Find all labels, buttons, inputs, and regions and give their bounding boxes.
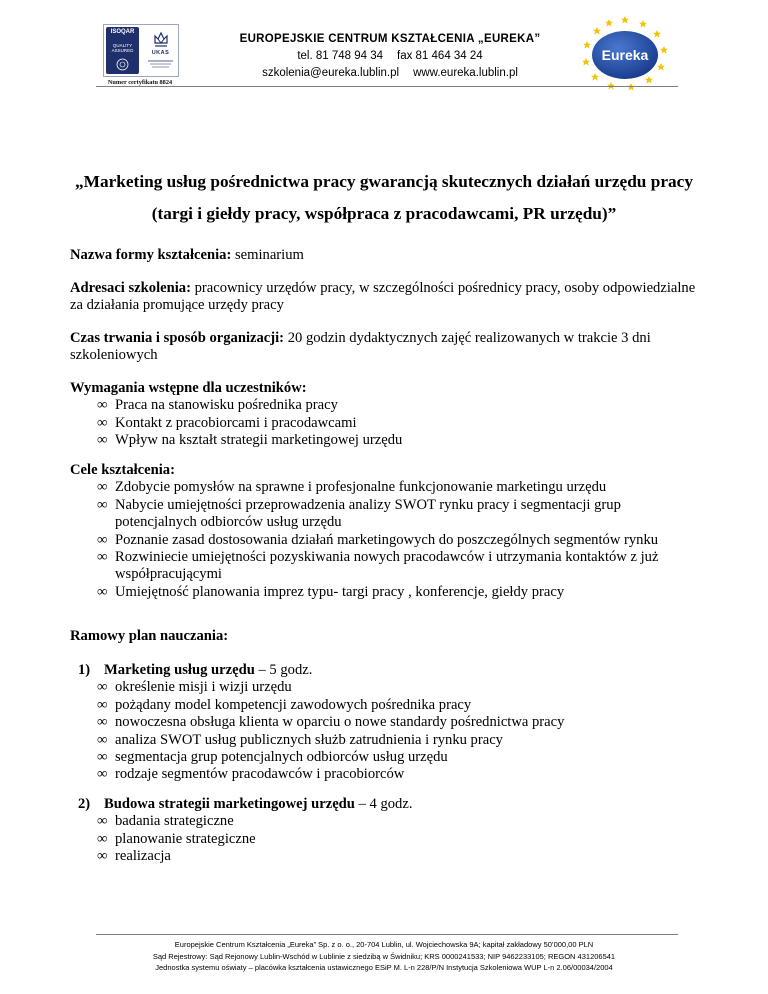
organization-name: EUROPEJSKIE CENTRUM KSZTAŁCENIA „EUREKA” (239, 33, 541, 45)
plan-module-2 (70, 796, 710, 866)
infinity-bullet-icon: ∞ (97, 479, 108, 496)
form-section (70, 247, 710, 264)
module-number: 1) (78, 662, 91, 678)
infinity-bullet-icon: ∞ (97, 531, 108, 548)
infinity-bullet-icon: ∞ (97, 848, 108, 865)
duration-section (70, 330, 710, 365)
phone-fax-line (212, 48, 568, 65)
infinity-bullet-icon: ∞ (97, 549, 108, 566)
list-item: ∞ Wpływ na kształt strategii marketingowej urzędu (97, 432, 403, 449)
footer (60, 939, 708, 974)
audience-label: Adresaci szkolenia: (70, 280, 191, 296)
list-item: ∞ określenie misji i wizji urzędu (97, 679, 292, 696)
header-contact-block (212, 31, 568, 82)
eureka-logo-text: Eureka (601, 47, 649, 63)
plan-module-1 (70, 662, 710, 784)
list-item: ∞ Praca na stanowisku pośrednika pracy (97, 397, 338, 414)
infinity-bullet-icon: ∞ (97, 679, 108, 696)
phone-number: tel. 81 748 94 34 (297, 50, 383, 62)
module-number: 2) (78, 796, 91, 812)
certificate-number: Numer certyfikatu 8824 (107, 79, 173, 86)
infinity-bullet-icon: ∞ (97, 432, 108, 449)
isoqar-badge (106, 27, 139, 74)
duration-label: Czas trwania i sposób organizacji: (70, 330, 285, 346)
list-item: ∞ Zdobycie pomysłów na sprawne i profesjonalne funkcjonowanie marketingu urzędu (97, 479, 607, 496)
crown-icon (153, 30, 169, 48)
document-title: „Marketing usług pośrednictwa pracy gwarancją skutecznych działań urzędu pracy (targi i giełdy pracy, współpraca z pracodawcami, PR urzędu)” (75, 172, 693, 223)
requirements-list (70, 397, 710, 449)
goals-section (70, 462, 710, 601)
list-item: ∞ Rozwiniecie umiejętności pozyskiwania nowych pracodawców i utrzymania kontaktów z już współpracującymi (97, 549, 659, 583)
infinity-bullet-icon: ∞ (97, 583, 108, 600)
goals-list (70, 479, 670, 601)
module-2-topics (70, 813, 710, 865)
module-title: Marketing usług urzędu (104, 662, 255, 678)
list-item: ∞ planowanie strategiczne (97, 830, 256, 847)
list-item: ∞ analiza SWOT usług publicznych służb zatrudnienia i rynku pracy (97, 731, 503, 748)
module-hours: – 5 godz. (254, 662, 313, 678)
list-item: ∞ nowoczesna obsługa klienta w oparciu o nowe standardy pośrednictwa pracy (97, 714, 565, 731)
list-item: ∞ Nabycie umiejętności przeprowadzenia analizy SWOT rynku pracy i segmentacji grup potencjalnych odbiorców usług urzędu (97, 496, 621, 531)
requirements-section (70, 380, 710, 450)
email-link[interactable]: szkolenia@eureka.lublin.pl (262, 67, 400, 79)
fax-number: fax 81 464 34 24 (397, 50, 483, 62)
list-item: ∞ Poznanie zasad dostosowania działań marketingowych do poszczególnych segmentów rynku (97, 531, 659, 548)
infinity-bullet-icon: ∞ (97, 731, 108, 748)
form-value: seminarium (231, 247, 304, 263)
plan-heading: Ramowy plan nauczania: (70, 628, 229, 644)
list-item: ∞ realizacja (97, 848, 171, 865)
audience-section (70, 280, 710, 315)
infinity-bullet-icon: ∞ (97, 766, 108, 783)
email-web-line (212, 65, 568, 82)
isoqar-label: ISOQAR (110, 29, 135, 35)
form-label: Nazwa formy kształcenia: (70, 247, 232, 263)
certification-badge (103, 24, 179, 77)
infinity-bullet-icon: ∞ (97, 496, 108, 513)
list-item: ∞ badania strategiczne (97, 813, 234, 830)
footer-registry-line: Sąd Rejestrowy: Sąd Rejonowy Lublin-Wschód w Lublinie z siedzibą w Świdniku; KRS 0000241533; NIP 9462233105; REGON 431206541 (152, 951, 616, 961)
list-item: ∞ rodzaje segmentów pracodawców i pracobiorców (97, 766, 405, 783)
footer-divider (96, 934, 678, 935)
audience-value: pracownicy urzędów pracy, w szczególności pośrednicy pracy, osoby odpowiedzialne za działania promujące urzędy pracy (70, 280, 696, 314)
infinity-bullet-icon: ∞ (97, 749, 108, 766)
infinity-bullet-icon: ∞ (97, 830, 108, 847)
certification-logo (96, 24, 184, 86)
requirements-heading: Wymagania wstępne dla uczestników: (70, 380, 307, 396)
ukas-label: UKAS (151, 50, 170, 56)
plan-section (70, 628, 710, 645)
list-item: ∞ segmentacja grup potencjalnych odbiorców usług urzędu (97, 749, 448, 766)
eureka-logo (575, 12, 675, 94)
footer-institution-line: Jednostka systemu oświaty – placówka kształcenia ustawicznego ESiP M. L-n 228/P/N Instytucja Szkoleniowa WUP L-n 2.06/00034/2004 (155, 963, 613, 972)
seal-icon (116, 58, 129, 71)
list-item: ∞ Kontakt z pracobiorcami i pracodawcami (97, 414, 357, 431)
infinity-bullet-icon: ∞ (97, 397, 108, 414)
quality-assured-label: QUALITY ASSURED (111, 43, 134, 53)
module-title: Budowa strategii marketingowej urzędu (104, 796, 355, 812)
list-item: ∞ Umiejętność planowania imprez typu- targi pracy , konferencje, giełdy pracy (97, 583, 565, 600)
module-hours: – 4 godz. (354, 796, 413, 812)
list-item: ∞ pożądany model kompetencji zawodowych pośrednika pracy (97, 696, 472, 713)
website-link[interactable]: www.eureka.lublin.pl (413, 67, 518, 79)
infinity-bullet-icon: ∞ (97, 414, 108, 431)
goals-heading: Cele kształcenia: (70, 462, 175, 478)
infinity-bullet-icon: ∞ (97, 696, 108, 713)
duration-value: 20 godzin dydaktycznych zajęć realizowanych w trakcie 3 dni szkoleniowych (70, 330, 651, 364)
header-divider (96, 86, 678, 87)
module-1-topics (70, 679, 710, 783)
infinity-bullet-icon: ∞ (97, 813, 108, 830)
footer-company-line: Europejskie Centrum Kształcenia „Eureka” Sp. z o. o., 20-704 Lublin, ul. Wojciechowska 9A; kapitał zakładowy 50’000,00 PLN (174, 940, 594, 949)
infinity-bullet-icon: ∞ (97, 714, 108, 731)
accreditation-lines-icon (148, 59, 173, 69)
ukas-badge (144, 28, 177, 74)
